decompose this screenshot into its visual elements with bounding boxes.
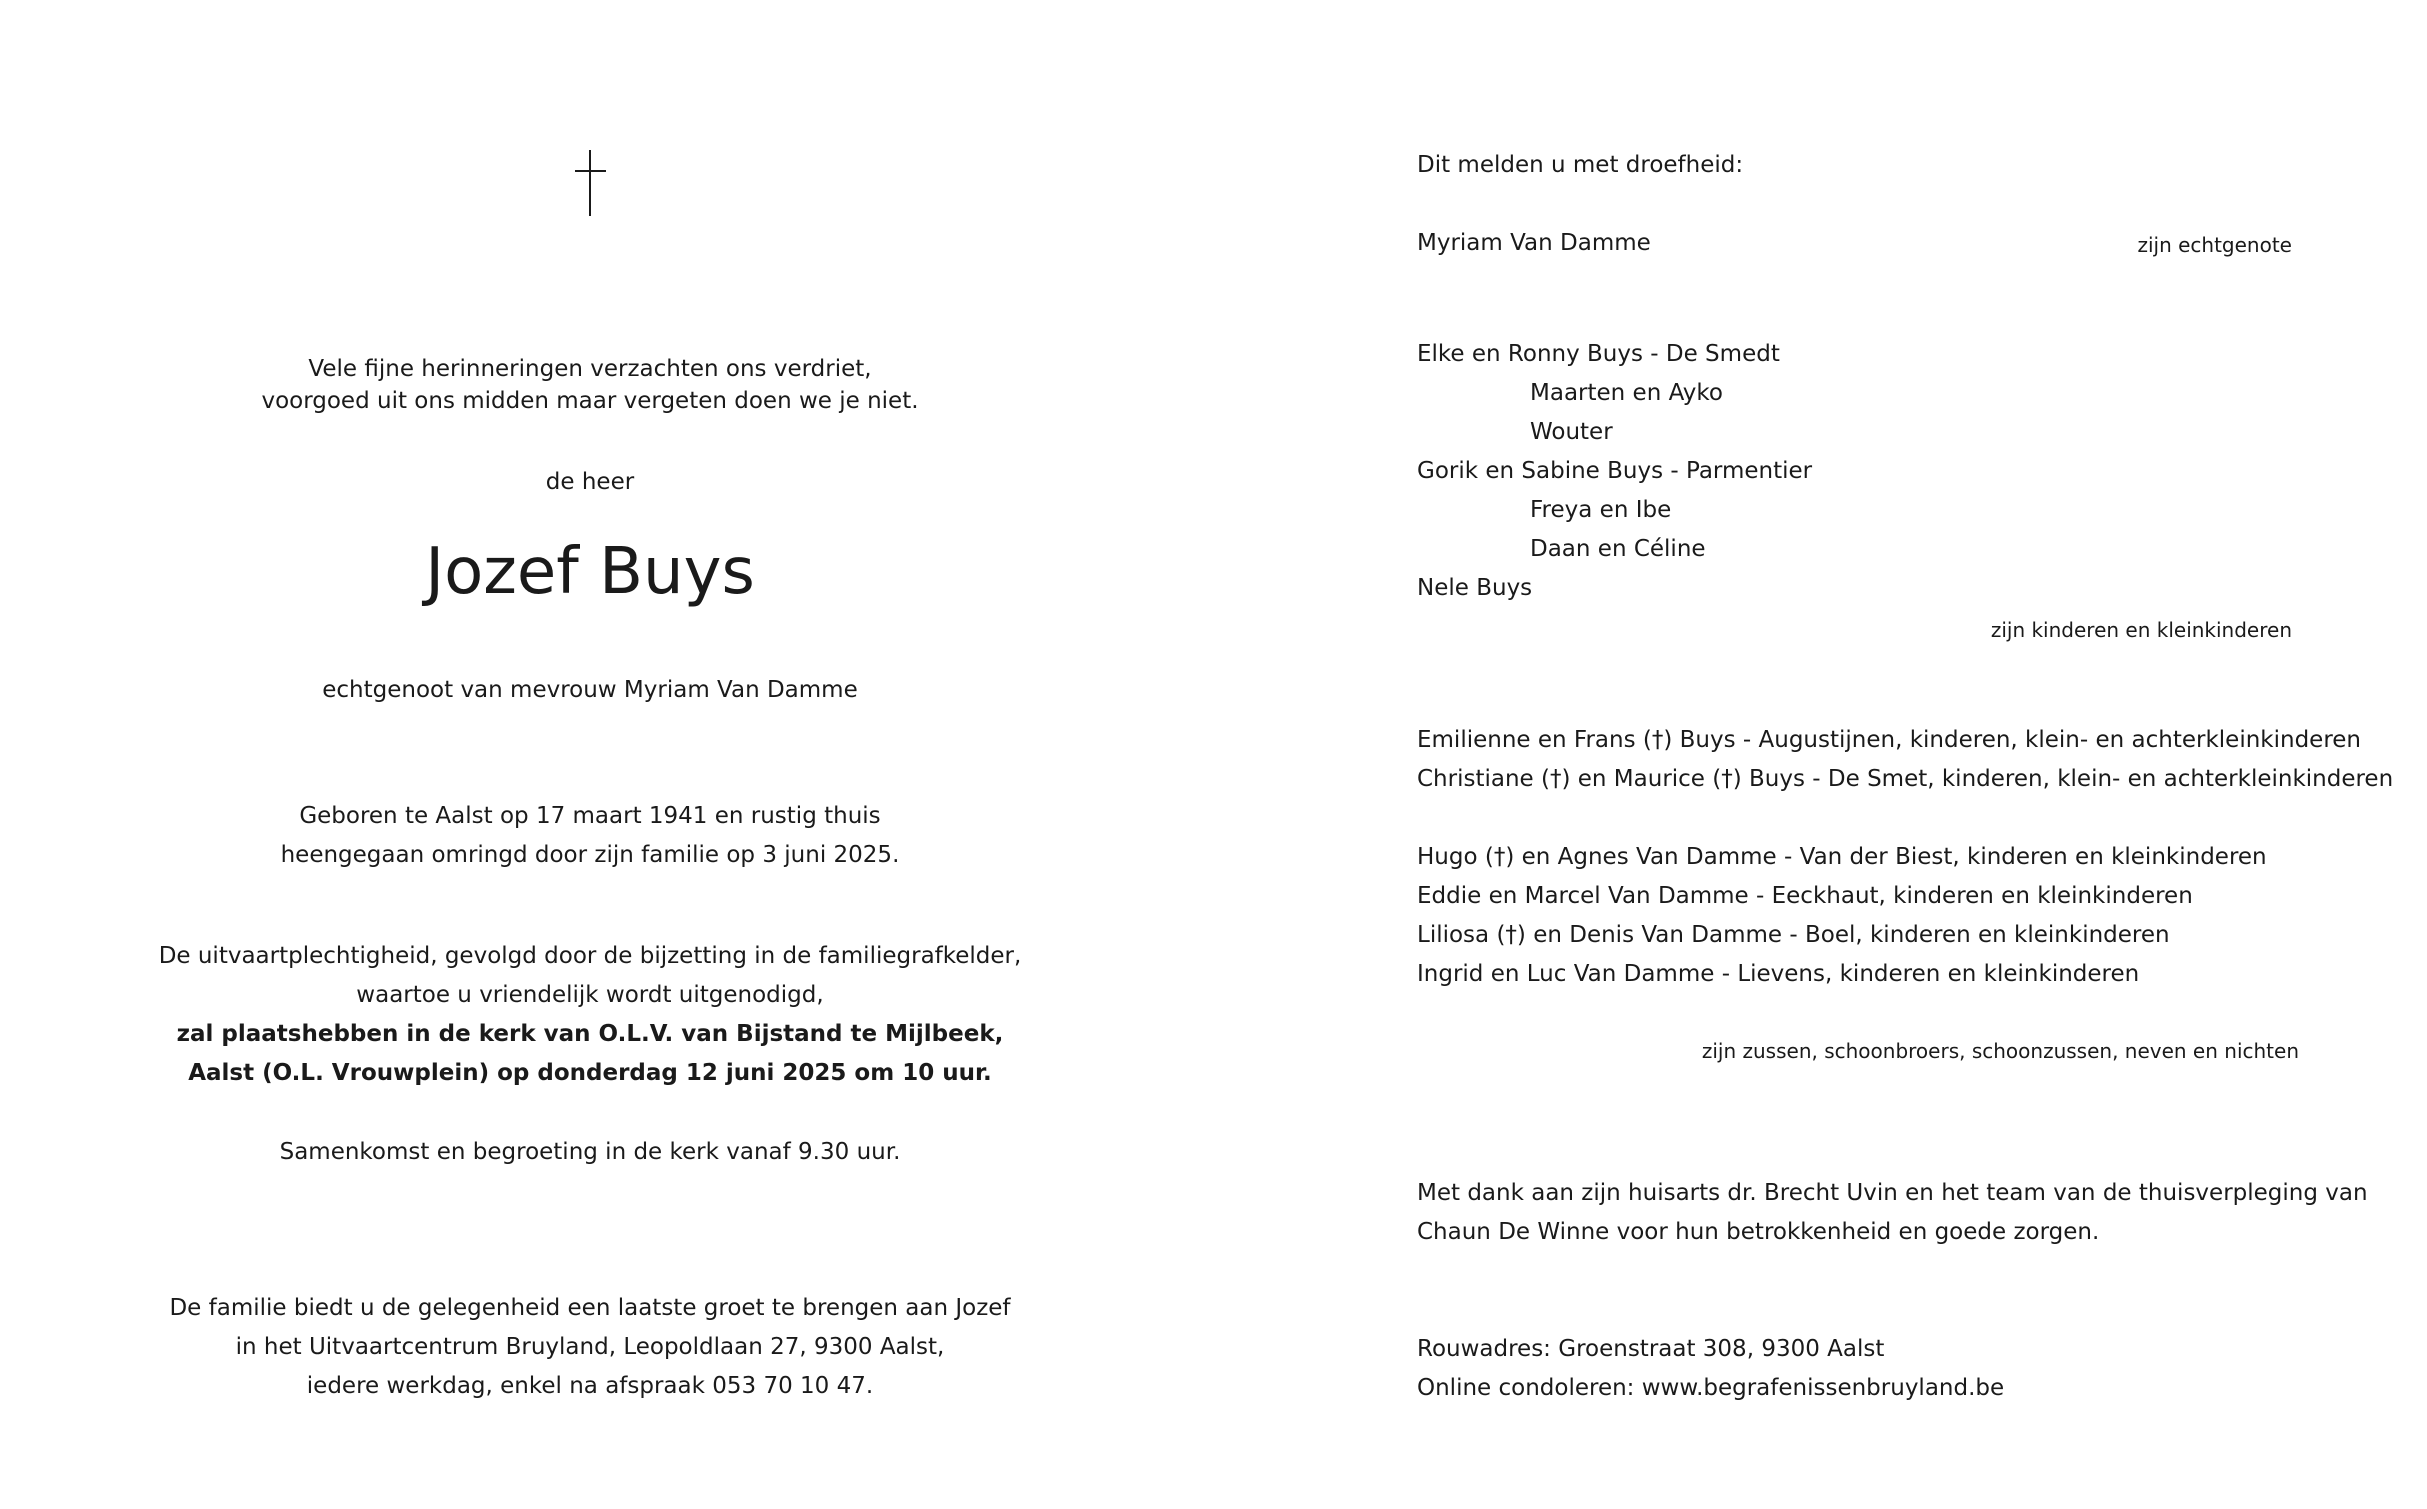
- children-role: zijn kinderen en kleinkinderen: [1990, 618, 2292, 642]
- thanks-line-2: Chaun De Winne voor hun betrokkenheid en goede zorgen.: [1417, 1219, 2100, 1245]
- visit-line-1: De familie biedt u de gelegenheid een laatste groet te brengen aan Jozef: [169, 1295, 1011, 1321]
- birth-line-1: Geboren te Aalst op 17 maart 1941 en rustig thuis: [299, 803, 881, 829]
- siblings-role: zijn zussen, schoonbroers, schoonzussen, neven en nichten: [1701, 1039, 2299, 1063]
- ceremony-bold-line-1: zal plaatshebben in de kerk van O.L.V. van Bijstand te Mijlbeek,: [176, 1021, 1004, 1047]
- thanks-line-1: Met dank aan zijn huisarts dr. Brecht Uvin en het team van de thuisverpleging van: [1417, 1180, 2368, 1206]
- wife-name: Myriam Van Damme: [1417, 230, 1651, 256]
- online-condolence: Online condoleren: www.begrafenissenbruyland.be: [1417, 1375, 2005, 1401]
- ceremony-line-1: De uitvaartplechtigheid, gevolgd door de bijzetting in de familiegrafkelder,: [158, 943, 1022, 969]
- quote-line-1: Vele fijne herinneringen verzachten ons verdriet,: [308, 356, 872, 382]
- intro-line: Dit melden u met droefheid:: [1417, 152, 1744, 178]
- visit-line-2: in het Uitvaartcentrum Bruyland, Leopoldlaan 27, 9300 Aalst,: [235, 1334, 945, 1360]
- grandchild-line: Maarten en Ayko: [1530, 380, 1723, 406]
- gathering-line: Samenkomst en begroeting in de kerk vanaf 9.30 uur.: [279, 1139, 901, 1165]
- spouse-line: echtgenoot van mevrouw Myriam Van Damme: [322, 677, 858, 703]
- grandchild-line: Wouter: [1530, 419, 1613, 445]
- honorific: de heer: [545, 469, 635, 495]
- child-line: Gorik en Sabine Buys - Parmentier: [1417, 458, 1813, 484]
- grandchild-line: Daan en Céline: [1530, 536, 1706, 562]
- cross-icon: [575, 150, 605, 220]
- child-line: Elke en Ronny Buys - De Smedt: [1417, 341, 1780, 367]
- ceremony-line-2: waartoe u vriendelijk wordt uitgenodigd,: [356, 982, 824, 1008]
- grandchild-line: Freya en Ibe: [1530, 497, 1672, 523]
- mourning-address: Rouwadres: Groenstraat 308, 9300 Aalst: [1417, 1336, 1885, 1362]
- sibling-line: Christiane (†) en Maurice (†) Buys - De Smet, kinderen, klein- en achterkleinkinderen: [1417, 766, 2394, 792]
- sibling-line: Ingrid en Luc Van Damme - Lievens, kinderen en kleinkinderen: [1417, 961, 2140, 987]
- ceremony-bold-line-2: Aalst (O.L. Vrouwplein) op donderdag 12 juni 2025 om 10 uur.: [188, 1060, 992, 1086]
- visit-line-3: iedere werkdag, enkel na afspraak 053 70 10 47.: [306, 1373, 874, 1399]
- birth-line-2: heengegaan omringd door zijn familie op 3 juni 2025.: [280, 842, 900, 868]
- child-line: Nele Buys: [1417, 575, 1533, 601]
- sibling-line: Liliosa (†) en Denis Van Damme - Boel, kinderen en kleinkinderen: [1417, 922, 2170, 948]
- left-page: [0, 0, 1180, 1509]
- quote-line-2: voorgoed uit ons midden maar vergeten doen we je niet.: [261, 388, 919, 414]
- deceased-name: Jozef Buys: [425, 535, 755, 609]
- sibling-line: Emilienne en Frans (†) Buys - Augustijnen, kinderen, klein- en achterkleinkinderen: [1417, 727, 2362, 753]
- sibling-line: Hugo (†) en Agnes Van Damme - Van der Biest, kinderen en kleinkinderen: [1417, 844, 2267, 870]
- sibling-line: Eddie en Marcel Van Damme - Eeckhaut, kinderen en kleinkinderen: [1417, 883, 2193, 909]
- wife-role: zijn echtgenote: [2137, 233, 2292, 257]
